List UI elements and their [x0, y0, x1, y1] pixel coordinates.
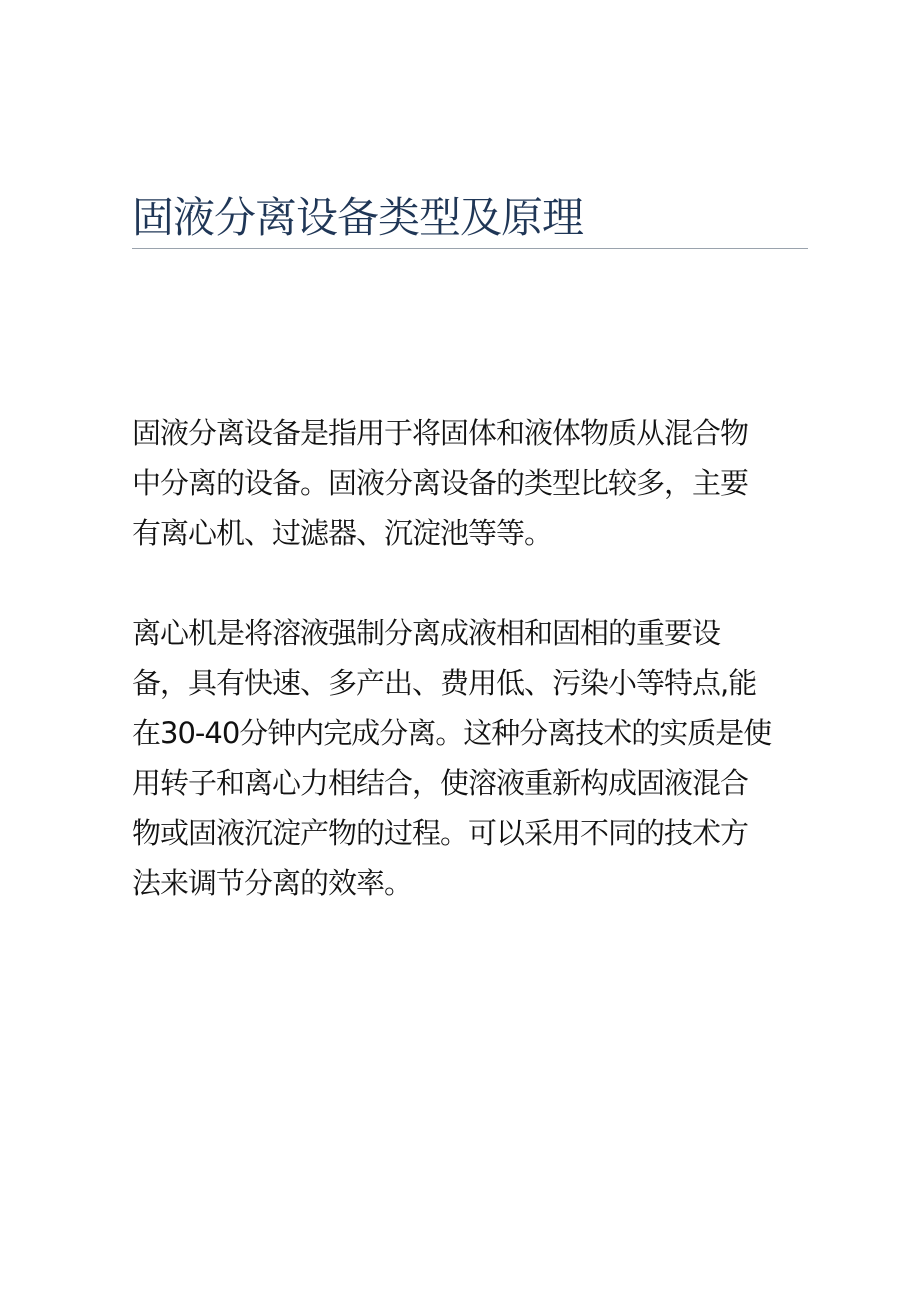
document-body: [132, 408, 808, 908]
document-title: 固液分离设备类型及原理: [132, 193, 584, 242]
text-line: 法来调节分离的效率。: [132, 866, 413, 900]
paragraph-intro: [132, 408, 808, 558]
text-line: 固液分离设备是指用于将固体和液体物质从混合物: [132, 416, 749, 450]
text-line: 有离心机、过滤器、沉淀池等等。: [132, 516, 553, 550]
text-line: 离心机是将溶液强制分离成液相和固相的重要设: [132, 616, 721, 650]
paragraph-centrifuge: [132, 608, 808, 908]
text-line: 备，具有快速、多产出、费用低、污染小等特点,能: [132, 666, 757, 700]
title-block: [132, 190, 808, 249]
text-line: 用转子和离心力相结合，使溶液重新构成固液混合: [132, 766, 749, 800]
text-line: 物或固液沉淀产物的过程。可以采用不同的技术方: [132, 816, 749, 850]
text-line: 在30-40分钟内完成分离。这种分离技术的实质是使: [132, 716, 772, 750]
text-line: 中分离的设备。固液分离设备的类型比较多，主要: [132, 466, 749, 500]
title-underline: [132, 248, 808, 249]
